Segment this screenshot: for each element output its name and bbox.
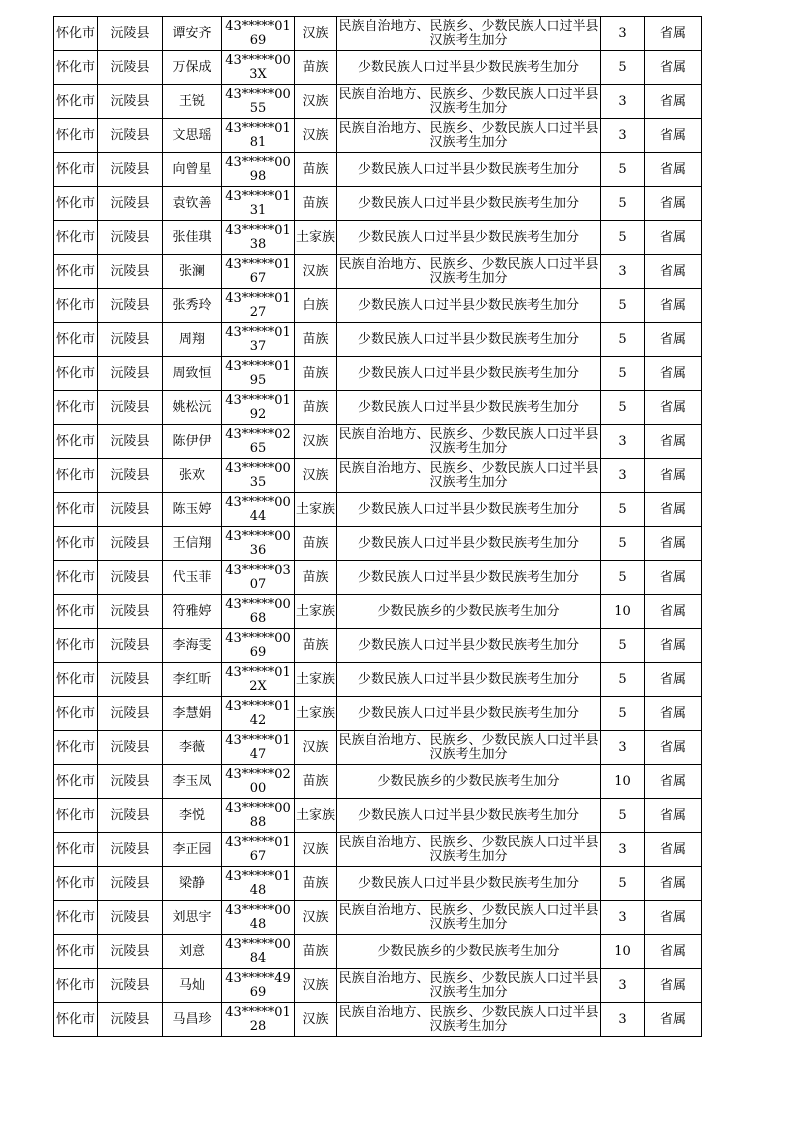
cell-county: 沅陵县 [98,1003,163,1037]
cell-id-number: 43*****0036 [222,527,295,561]
table-row [54,187,702,221]
cell-bonus-reason: 少数民族人口过半县少数民族考生加分 [337,289,601,323]
cell-id-number: 43*****0088 [222,799,295,833]
cell-level: 省属 [645,425,702,459]
cell-bonus-reason: 少数民族乡的少数民族考生加分 [337,765,601,799]
cell-ethnicity: 汉族 [295,255,337,289]
cell-ethnicity: 苗族 [295,51,337,85]
cell-city: 怀化市 [54,901,98,935]
cell-id-number: 43*****0127 [222,289,295,323]
cell-name: 马灿 [163,969,222,1003]
cell-city: 怀化市 [54,153,98,187]
cell-id-number: 43*****0195 [222,357,295,391]
table-row [54,85,702,119]
cell-name: 李玉凤 [163,765,222,799]
cell-name: 李红昕 [163,663,222,697]
cell-ethnicity: 汉族 [295,119,337,153]
table-row [54,255,702,289]
cell-bonus-points: 5 [601,561,645,595]
cell-ethnicity: 苗族 [295,935,337,969]
cell-city: 怀化市 [54,595,98,629]
cell-city: 怀化市 [54,255,98,289]
cell-id-number: 43*****0137 [222,323,295,357]
cell-bonus-points: 3 [601,731,645,765]
cell-name: 姚松沅 [163,391,222,425]
cell-county: 沅陵县 [98,459,163,493]
table-row [54,629,702,663]
cell-name: 梁静 [163,867,222,901]
cell-city: 怀化市 [54,629,98,663]
cell-ethnicity: 汉族 [295,85,337,119]
cell-level: 省属 [645,765,702,799]
cell-bonus-reason: 少数民族人口过半县少数民族考生加分 [337,221,601,255]
cell-bonus-reason: 少数民族人口过半县少数民族考生加分 [337,357,601,391]
cell-county: 沅陵县 [98,799,163,833]
table-row [54,833,702,867]
cell-bonus-reason: 民族自治地方、民族乡、少数民族人口过半县汉族考生加分 [337,901,601,935]
table-body [54,17,702,1037]
cell-level: 省属 [645,153,702,187]
cell-ethnicity: 苗族 [295,323,337,357]
cell-bonus-points: 5 [601,663,645,697]
cell-ethnicity: 苗族 [295,357,337,391]
cell-level: 省属 [645,663,702,697]
cell-county: 沅陵县 [98,323,163,357]
cell-name: 李悦 [163,799,222,833]
cell-bonus-reason: 少数民族人口过半县少数民族考生加分 [337,527,601,561]
cell-ethnicity: 土家族 [295,493,337,527]
cell-bonus-reason: 少数民族人口过半县少数民族考生加分 [337,391,601,425]
cell-id-number: 43*****0167 [222,255,295,289]
cell-name: 王锐 [163,85,222,119]
cell-city: 怀化市 [54,289,98,323]
cell-bonus-points: 5 [601,51,645,85]
cell-name: 刘意 [163,935,222,969]
cell-ethnicity: 汉族 [295,17,337,51]
cell-ethnicity: 土家族 [295,221,337,255]
cell-city: 怀化市 [54,697,98,731]
cell-city: 怀化市 [54,1003,98,1037]
cell-ethnicity: 汉族 [295,901,337,935]
cell-city: 怀化市 [54,935,98,969]
table-row [54,459,702,493]
cell-bonus-points: 3 [601,17,645,51]
cell-bonus-points: 3 [601,425,645,459]
cell-level: 省属 [645,799,702,833]
cell-county: 沅陵县 [98,595,163,629]
cell-bonus-points: 3 [601,459,645,493]
cell-bonus-reason: 少数民族人口过半县少数民族考生加分 [337,697,601,731]
cell-city: 怀化市 [54,221,98,255]
cell-city: 怀化市 [54,357,98,391]
table-row [54,867,702,901]
cell-county: 沅陵县 [98,867,163,901]
cell-ethnicity: 汉族 [295,1003,337,1037]
cell-level: 省属 [645,629,702,663]
cell-name: 王信翔 [163,527,222,561]
cell-bonus-reason: 民族自治地方、民族乡、少数民族人口过半县汉族考生加分 [337,1003,601,1037]
cell-city: 怀化市 [54,493,98,527]
table-row [54,493,702,527]
cell-county: 沅陵县 [98,153,163,187]
cell-city: 怀化市 [54,391,98,425]
cell-name: 万保成 [163,51,222,85]
cell-ethnicity: 苗族 [295,765,337,799]
cell-ethnicity: 土家族 [295,799,337,833]
table-row [54,119,702,153]
cell-bonus-reason: 少数民族人口过半县少数民族考生加分 [337,867,601,901]
cell-bonus-points: 5 [601,187,645,221]
table-row [54,527,702,561]
cell-bonus-points: 5 [601,799,645,833]
cell-ethnicity: 苗族 [295,527,337,561]
cell-level: 省属 [645,731,702,765]
cell-city: 怀化市 [54,187,98,221]
cell-county: 沅陵县 [98,969,163,1003]
cell-level: 省属 [645,969,702,1003]
cell-bonus-reason: 少数民族人口过半县少数民族考生加分 [337,799,601,833]
cell-bonus-points: 3 [601,833,645,867]
table-row [54,561,702,595]
cell-id-number: 43*****0167 [222,833,295,867]
cell-level: 省属 [645,323,702,357]
cell-county: 沅陵县 [98,663,163,697]
table-row [54,17,702,51]
cell-city: 怀化市 [54,119,98,153]
cell-bonus-reason: 少数民族人口过半县少数民族考生加分 [337,561,601,595]
cell-county: 沅陵县 [98,187,163,221]
cell-id-number: 43*****0055 [222,85,295,119]
cell-bonus-points: 5 [601,629,645,663]
cell-level: 省属 [645,935,702,969]
table-row [54,663,702,697]
cell-bonus-points: 5 [601,323,645,357]
cell-level: 省属 [645,255,702,289]
cell-county: 沅陵县 [98,765,163,799]
cell-name: 李正园 [163,833,222,867]
cell-name: 张澜 [163,255,222,289]
cell-ethnicity: 苗族 [295,867,337,901]
table-row [54,357,702,391]
cell-name: 周致恒 [163,357,222,391]
cell-id-number: 43*****0138 [222,221,295,255]
cell-bonus-reason: 民族自治地方、民族乡、少数民族人口过半县汉族考生加分 [337,255,601,289]
cell-city: 怀化市 [54,731,98,765]
cell-level: 省属 [645,187,702,221]
cell-city: 怀化市 [54,867,98,901]
table-row [54,765,702,799]
cell-bonus-points: 5 [601,221,645,255]
cell-county: 沅陵县 [98,357,163,391]
table-row [54,391,702,425]
table-row [54,153,702,187]
cell-id-number: 43*****0147 [222,731,295,765]
cell-county: 沅陵县 [98,935,163,969]
cell-ethnicity: 苗族 [295,153,337,187]
cell-name: 文思瑶 [163,119,222,153]
cell-bonus-reason: 少数民族乡的少数民族考生加分 [337,935,601,969]
cell-bonus-points: 3 [601,119,645,153]
cell-id-number: 43*****0181 [222,119,295,153]
cell-county: 沅陵县 [98,527,163,561]
cell-name: 马昌珍 [163,1003,222,1037]
cell-county: 沅陵县 [98,731,163,765]
cell-name: 周翔 [163,323,222,357]
cell-id-number: 43*****0307 [222,561,295,595]
cell-level: 省属 [645,221,702,255]
cell-bonus-reason: 民族自治地方、民族乡、少数民族人口过半县汉族考生加分 [337,119,601,153]
cell-id-number: 43*****0148 [222,867,295,901]
cell-id-number: 43*****0048 [222,901,295,935]
cell-bonus-points: 5 [601,289,645,323]
table-row [54,799,702,833]
cell-bonus-points: 5 [601,867,645,901]
cell-city: 怀化市 [54,663,98,697]
cell-city: 怀化市 [54,425,98,459]
cell-city: 怀化市 [54,17,98,51]
table-row [54,595,702,629]
cell-ethnicity: 土家族 [295,697,337,731]
cell-county: 沅陵县 [98,119,163,153]
cell-name: 向曾星 [163,153,222,187]
cell-id-number: 43*****012X [222,663,295,697]
cell-level: 省属 [645,289,702,323]
cell-city: 怀化市 [54,85,98,119]
cell-id-number: 43*****0084 [222,935,295,969]
cell-ethnicity: 苗族 [295,629,337,663]
cell-level: 省属 [645,391,702,425]
bonus-points-table [53,16,702,1037]
cell-ethnicity: 汉族 [295,425,337,459]
cell-ethnicity: 土家族 [295,663,337,697]
cell-bonus-points: 5 [601,391,645,425]
table-row [54,289,702,323]
cell-bonus-reason: 民族自治地方、民族乡、少数民族人口过半县汉族考生加分 [337,731,601,765]
cell-city: 怀化市 [54,527,98,561]
cell-bonus-reason: 民族自治地方、民族乡、少数民族人口过半县汉族考生加分 [337,833,601,867]
cell-bonus-reason: 民族自治地方、民族乡、少数民族人口过半县汉族考生加分 [337,425,601,459]
cell-county: 沅陵县 [98,425,163,459]
cell-id-number: 43*****0192 [222,391,295,425]
table-row [54,1003,702,1037]
cell-ethnicity: 汉族 [295,969,337,1003]
cell-county: 沅陵县 [98,493,163,527]
cell-name: 李薇 [163,731,222,765]
cell-bonus-points: 5 [601,493,645,527]
cell-id-number: 43*****4969 [222,969,295,1003]
cell-bonus-points: 5 [601,153,645,187]
cell-ethnicity: 白族 [295,289,337,323]
cell-city: 怀化市 [54,833,98,867]
cell-level: 省属 [645,833,702,867]
cell-id-number: 43*****0200 [222,765,295,799]
cell-id-number: 43*****0131 [222,187,295,221]
cell-name: 李海雯 [163,629,222,663]
cell-level: 省属 [645,527,702,561]
cell-level: 省属 [645,901,702,935]
document-page [53,16,689,1037]
cell-county: 沅陵县 [98,561,163,595]
cell-ethnicity: 土家族 [295,595,337,629]
table-row [54,697,702,731]
cell-name: 张欢 [163,459,222,493]
cell-bonus-points: 5 [601,357,645,391]
cell-bonus-reason: 少数民族人口过半县少数民族考生加分 [337,187,601,221]
cell-id-number: 43*****0265 [222,425,295,459]
cell-county: 沅陵县 [98,17,163,51]
cell-name: 谭安齐 [163,17,222,51]
cell-ethnicity: 汉族 [295,833,337,867]
cell-id-number: 43*****0035 [222,459,295,493]
cell-bonus-points: 3 [601,255,645,289]
cell-city: 怀化市 [54,969,98,1003]
cell-city: 怀化市 [54,459,98,493]
cell-id-number: 43*****003X [222,51,295,85]
cell-id-number: 43*****0068 [222,595,295,629]
cell-bonus-points: 10 [601,935,645,969]
cell-level: 省属 [645,867,702,901]
table-row [54,935,702,969]
cell-bonus-reason: 少数民族人口过半县少数民族考生加分 [337,493,601,527]
cell-county: 沅陵县 [98,833,163,867]
table-row [54,51,702,85]
cell-name: 陈伊伊 [163,425,222,459]
cell-bonus-points: 5 [601,527,645,561]
cell-id-number: 43*****0142 [222,697,295,731]
table-row [54,969,702,1003]
cell-level: 省属 [645,1003,702,1037]
cell-city: 怀化市 [54,561,98,595]
table-row [54,425,702,459]
cell-id-number: 43*****0169 [222,17,295,51]
cell-bonus-reason: 少数民族人口过半县少数民族考生加分 [337,323,601,357]
cell-id-number: 43*****0069 [222,629,295,663]
cell-county: 沅陵县 [98,221,163,255]
cell-name: 李慧娟 [163,697,222,731]
cell-level: 省属 [645,561,702,595]
cell-bonus-reason: 民族自治地方、民族乡、少数民族人口过半县汉族考生加分 [337,17,601,51]
cell-name: 符雅婷 [163,595,222,629]
cell-bonus-reason: 少数民族人口过半县少数民族考生加分 [337,153,601,187]
cell-name: 袁钦善 [163,187,222,221]
cell-id-number: 43*****0098 [222,153,295,187]
cell-ethnicity: 汉族 [295,459,337,493]
cell-bonus-reason: 民族自治地方、民族乡、少数民族人口过半县汉族考生加分 [337,969,601,1003]
cell-ethnicity: 苗族 [295,187,337,221]
cell-level: 省属 [645,51,702,85]
cell-county: 沅陵县 [98,391,163,425]
table-row [54,731,702,765]
table-row [54,323,702,357]
cell-bonus-reason: 少数民族人口过半县少数民族考生加分 [337,51,601,85]
cell-county: 沅陵县 [98,255,163,289]
cell-name: 张秀玲 [163,289,222,323]
cell-city: 怀化市 [54,765,98,799]
cell-county: 沅陵县 [98,901,163,935]
cell-bonus-points: 10 [601,765,645,799]
cell-county: 沅陵县 [98,629,163,663]
cell-level: 省属 [645,595,702,629]
cell-name: 张佳琪 [163,221,222,255]
cell-bonus-points: 3 [601,901,645,935]
cell-city: 怀化市 [54,799,98,833]
cell-level: 省属 [645,85,702,119]
cell-id-number: 43*****0128 [222,1003,295,1037]
cell-level: 省属 [645,17,702,51]
cell-name: 代玉菲 [163,561,222,595]
cell-bonus-reason: 少数民族人口过半县少数民族考生加分 [337,663,601,697]
cell-id-number: 43*****0044 [222,493,295,527]
cell-level: 省属 [645,493,702,527]
cell-bonus-reason: 民族自治地方、民族乡、少数民族人口过半县汉族考生加分 [337,85,601,119]
cell-county: 沅陵县 [98,85,163,119]
cell-ethnicity: 苗族 [295,391,337,425]
cell-city: 怀化市 [54,323,98,357]
cell-bonus-reason: 少数民族乡的少数民族考生加分 [337,595,601,629]
cell-city: 怀化市 [54,51,98,85]
cell-bonus-points: 5 [601,697,645,731]
cell-level: 省属 [645,459,702,493]
cell-bonus-points: 3 [601,1003,645,1037]
cell-county: 沅陵县 [98,51,163,85]
cell-name: 陈玉婷 [163,493,222,527]
cell-bonus-points: 3 [601,969,645,1003]
cell-level: 省属 [645,697,702,731]
cell-county: 沅陵县 [98,289,163,323]
cell-name: 刘思宇 [163,901,222,935]
table-row [54,221,702,255]
cell-ethnicity: 苗族 [295,561,337,595]
cell-bonus-points: 3 [601,85,645,119]
cell-bonus-reason: 民族自治地方、民族乡、少数民族人口过半县汉族考生加分 [337,459,601,493]
cell-level: 省属 [645,357,702,391]
cell-bonus-points: 10 [601,595,645,629]
table-row [54,901,702,935]
cell-level: 省属 [645,119,702,153]
cell-ethnicity: 汉族 [295,731,337,765]
cell-bonus-reason: 少数民族人口过半县少数民族考生加分 [337,629,601,663]
cell-county: 沅陵县 [98,697,163,731]
